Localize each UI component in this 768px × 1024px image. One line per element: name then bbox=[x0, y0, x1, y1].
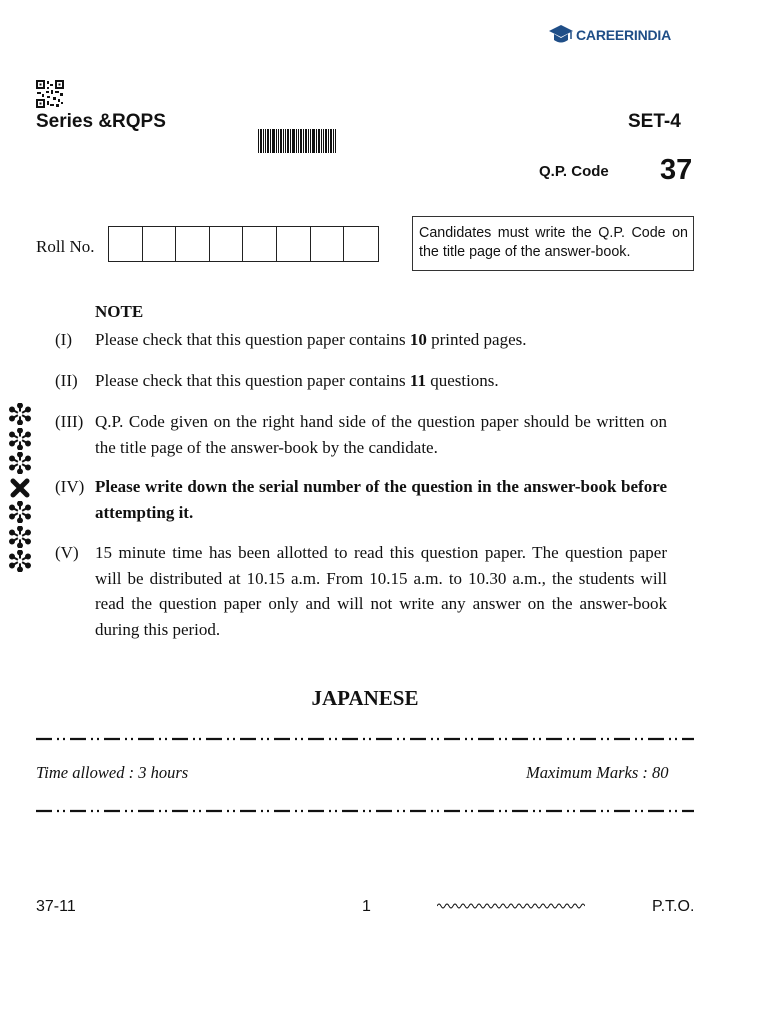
qp-code-label: Q.P. Code bbox=[539, 163, 609, 180]
asterisk-marker-icon bbox=[8, 525, 32, 550]
note-item-4: Please write down the serial number of the question in the answer-book before attempting it. bbox=[95, 477, 667, 522]
cross-marker-icon bbox=[8, 476, 32, 501]
roll-number-box bbox=[243, 227, 277, 261]
roll-number-label: Roll No. bbox=[36, 237, 95, 256]
qr-code-icon bbox=[36, 80, 64, 108]
careerindia-logo bbox=[548, 22, 671, 48]
roll-number-box bbox=[143, 227, 177, 261]
set-label: SET-4 bbox=[628, 111, 681, 132]
roll-number-box bbox=[210, 227, 244, 261]
note-item-emphasis: 11 bbox=[409, 371, 426, 390]
page-number: 1 bbox=[362, 898, 371, 915]
graduation-cap-icon bbox=[548, 23, 574, 47]
note-item-number: (II) bbox=[55, 371, 78, 390]
maximum-marks: Maximum Marks : 80 bbox=[526, 763, 669, 782]
note-item-5: 15 minute time has been allotted to read this question paper. The question paper will be distributed at 10.15 a.m. From 10.15 a.m. to 10.30 a.m., the students will read the question paper only and will not write any answer on the answer-book during this period. bbox=[95, 543, 667, 639]
logo-text-india: INDIA bbox=[633, 27, 672, 43]
roll-number-box bbox=[176, 227, 210, 261]
asterisk-marker-icon bbox=[8, 549, 32, 574]
qp-code-value: 37 bbox=[660, 154, 693, 186]
pto-label: P.T.O. bbox=[652, 898, 695, 915]
roll-number-box bbox=[311, 227, 345, 261]
note-item-number: (IV) bbox=[55, 477, 85, 496]
roll-number-box bbox=[277, 227, 311, 261]
time-allowed: Time allowed : 3 hours bbox=[36, 763, 189, 782]
barcode-icon bbox=[258, 129, 336, 153]
asterisk-marker-icon bbox=[8, 427, 32, 452]
note-item-text: questions. bbox=[425, 371, 499, 390]
asterisk-marker-icon bbox=[8, 500, 32, 525]
note-item-number: (I) bbox=[55, 330, 72, 349]
wavy-line-icon bbox=[437, 901, 585, 911]
asterisk-marker-icon bbox=[8, 451, 32, 476]
note-item-1 bbox=[95, 327, 667, 353]
asterisk-marker-icon bbox=[8, 402, 32, 427]
dash-dot-divider bbox=[36, 736, 694, 742]
note-item-number: (V) bbox=[55, 543, 79, 562]
roll-number-box bbox=[109, 227, 143, 261]
roll-number-boxes bbox=[108, 226, 379, 262]
note-item-text: Please check that this question paper contains bbox=[95, 330, 410, 349]
subject-title: JAPANESE bbox=[311, 686, 419, 710]
logo-text-career: CAREER bbox=[576, 27, 634, 43]
margin-markers bbox=[8, 402, 32, 574]
note-item-number: (III) bbox=[55, 412, 84, 431]
roll-number-box bbox=[344, 227, 378, 261]
series-label: Series &RQPS bbox=[36, 111, 166, 132]
note-item-emphasis: 10 bbox=[409, 330, 427, 349]
candidate-instruction-box: Candidates must write the Q.P. Code on the title page of the answer-book. bbox=[412, 216, 694, 271]
note-title: NOTE bbox=[95, 302, 144, 321]
footer-paper-code: 37-11 bbox=[36, 898, 76, 915]
dash-dot-divider bbox=[36, 808, 694, 814]
note-item-text: printed pages. bbox=[426, 330, 527, 349]
note-item-text: Please check that this question paper contains bbox=[95, 371, 410, 390]
note-item-2 bbox=[95, 368, 667, 394]
note-item-3: Q.P. Code given on the right hand side of the question paper should be written on the title page of the answer-book by the candidate. bbox=[95, 412, 667, 457]
